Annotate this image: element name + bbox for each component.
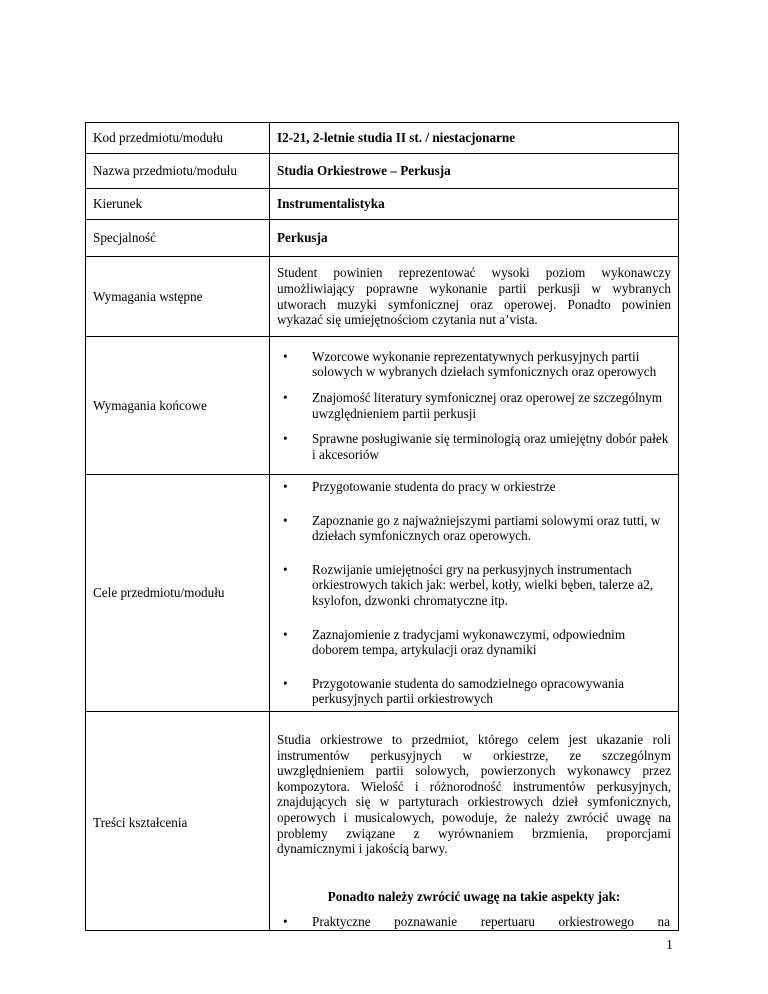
- word: repertuaru: [480, 914, 535, 930]
- final-requirements-label: Wymagania końcowe: [86, 337, 270, 475]
- bullet-icon: •: [283, 561, 288, 577]
- content-cell: [270, 712, 679, 931]
- bullet-icon: •: [283, 914, 288, 930]
- list-item: [277, 479, 671, 495]
- row-prerequisites: [86, 257, 679, 337]
- row-specialty: [86, 220, 679, 257]
- bullet-icon: •: [283, 389, 288, 405]
- word: na: [657, 914, 670, 930]
- list-item-text: Przygotowanie studenta do pracy w orkiestrze: [312, 479, 556, 495]
- field-label: Kierunek: [86, 189, 270, 220]
- row-final-requirements: [86, 337, 679, 475]
- name-value: Studia Orkiestrowe – Perkusja: [270, 154, 679, 189]
- content-paragraph: Studia orkiestrowe to przedmiot, którego celem jest ukazanie roli instrumentów perkusyjnych w orkiestrze, ze szczególnym uwzględnieniem partii solowych, powierzonych wykonawcy przez kompozytora. Wielość i różnorodność instrumentów perkusyjnych, znajdujących się w partyturach orkiestrowych dzieł symfonicznych, operowych i musicalowych, powoduje, że należy zwrócić uwagę na problemy związane z wyrównaniem brzmienia, proporcjami dynamicznymi i jakością barwy.: [277, 732, 671, 857]
- page-number: 1: [666, 938, 673, 953]
- list-item: [277, 627, 671, 658]
- list-item: [277, 676, 671, 707]
- list-item: [277, 390, 671, 421]
- prerequisites-label: Wymagania wstępne: [86, 257, 270, 337]
- final-requirements-list: [277, 349, 671, 463]
- list-item-text: Przygotowanie studenta do samodzielnego opracowywania perkusyjnych partii orkiestrowych: [312, 675, 625, 707]
- bullet-icon: •: [283, 348, 288, 364]
- specialty-label: Specjalność: [86, 220, 270, 257]
- code-value: I2-21, 2-letnie studia II st. / niestacjonarne: [270, 123, 679, 154]
- list-item: [277, 562, 671, 609]
- bullet-icon: •: [283, 626, 288, 642]
- word: poznawanie: [394, 914, 458, 930]
- bullet-icon: •: [283, 675, 288, 691]
- list-item-text: Wzorcowe wykonanie reprezentatywnych perkusyjnych partii solowych w wybranych dziełach symfonicznych oraz operowych: [312, 348, 657, 380]
- code-label: Kod przedmiotu/modułu: [86, 123, 270, 154]
- syllabus-table: [85, 122, 679, 931]
- content-last-line: [277, 914, 671, 930]
- bullet-icon: •: [283, 512, 288, 528]
- list-item-text: Zapoznanie go z najważniejszymi partiami solowymi oraz tutti, w dziełach symfonicznych oraz operowych.: [312, 512, 661, 544]
- goals-cell: [270, 475, 679, 712]
- prerequisites-value: Student powinien reprezentować wysoki poziom wykonawczy umożliwiający poprawne wykonanie partii perkusji w wybranych utworach muzyki symfonicznej oraz operowej. Ponadto powinien wykazać się umiejętnościom czytania nut a’vista.: [270, 257, 679, 337]
- specialty-value: Perkusja: [270, 220, 679, 257]
- list-item-text: Sprawne posługiwanie się terminologią oraz umiejętny dobór pałek i akcesoriów: [312, 431, 669, 462]
- word: Praktyczne: [312, 914, 371, 930]
- word: orkiestrowego: [558, 914, 634, 930]
- goals-list: [277, 479, 671, 707]
- list-item-text: Zaznajomienie z tradycjami wykonawczymi, odpowiednim doborem tempa, artykulacji oraz dynamiki: [312, 626, 626, 658]
- list-item-text: Rozwijanie umiejętności gry na perkusyjnych instrumentach orkiestrowych takich jak: werbel, kotły, wielki bęben, talerze a2, ksylofon, dzwonki chromatyczne itp.: [312, 561, 654, 608]
- list-item: [277, 513, 671, 544]
- content-subheading: Ponadto należy zwrócić uwagę na takie aspekty jak:: [327, 888, 621, 904]
- final-requirements-cell: [270, 337, 679, 475]
- row-content: [86, 712, 679, 931]
- row-field: [86, 189, 679, 220]
- row-goals: [86, 475, 679, 712]
- name-label: Nazwa przedmiotu/modułu: [86, 154, 270, 189]
- row-name: [86, 154, 679, 189]
- field-value: Instrumentalistyka: [270, 189, 679, 220]
- list-item: [277, 431, 671, 462]
- goals-label: Cele przedmiotu/modułu: [86, 475, 270, 712]
- bullet-icon: •: [283, 479, 288, 495]
- content-label: Treści kształcenia: [86, 712, 270, 931]
- list-item-text: Znajomość literatury symfonicznej oraz operowej ze szczególnym uwzględnieniem partii perkusji: [312, 389, 663, 421]
- bullet-icon: •: [283, 431, 288, 447]
- row-code: [86, 123, 679, 154]
- list-item: [277, 349, 671, 380]
